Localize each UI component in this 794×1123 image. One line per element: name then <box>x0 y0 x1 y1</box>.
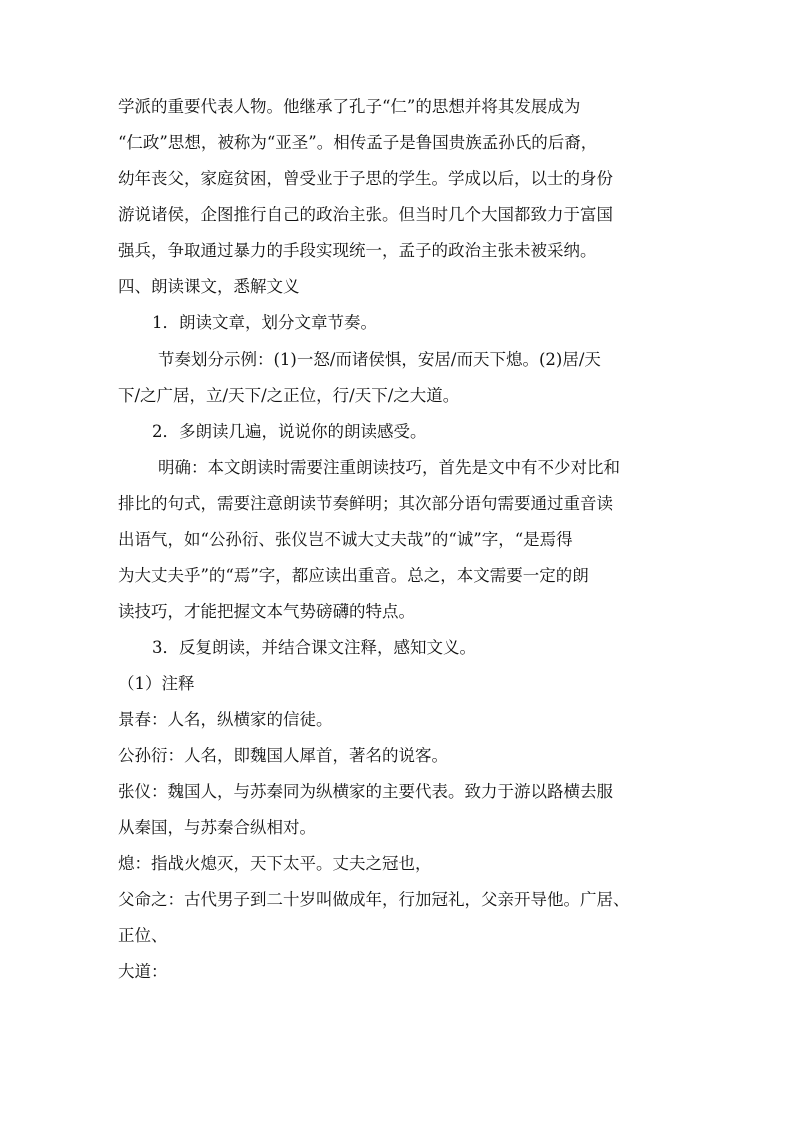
body-text-line: 强兵，争取通过暴力的手段实现统一，孟子的政治主张未被采纳。 <box>118 241 597 260</box>
body-text-line: 学派的重要代表人物。他继承了孔子“仁”的思想并将其发展成为 <box>118 97 581 116</box>
body-text-line: 明确：本文朗读时需要注重朗读技巧，首先是文中有不少对比和 <box>158 458 620 477</box>
body-text-line: 为大丈夫乎”的“焉”字，都应读出重音。总之，本文需要一定的朗 <box>118 566 589 585</box>
annotation-line: 公孙衍：人名，即魏国人犀首，著名的说客。 <box>118 746 448 765</box>
annotation-line: 父命之：古代男子到二十岁叫做成年，行加冠礼，父亲开导他。广居、 <box>118 890 630 909</box>
body-text-line: 节奏划分示例：(1)一怒/而诸侯惧，安居/而天下熄。(2)居/天 <box>158 350 601 369</box>
numbered-item: 3．反复朗读，并结合课文注释，感知文义。 <box>152 638 476 657</box>
body-text-line: 幼年丧父，家庭贫困，曾受业于子思的学生。学成以后，以士的身份 <box>118 169 613 188</box>
annotation-line: 景春：人名，纵横家的信徒。 <box>118 710 333 729</box>
body-text-line: 出语气，如“公孙衍、张仪岂不诚大丈夫哉”的“诚”字，“是焉得 <box>118 530 573 549</box>
body-text-line: 排比的句式，需要注意朗读节奏鲜明；其次部分语句需要通过重音读 <box>118 494 613 513</box>
body-text-line: 游说诸侯，企图推行自己的政治主张。但当时几个大国都致力于富国 <box>118 205 613 224</box>
body-text-line: “仁政”思想，被称为“亚圣”。相传孟子是鲁国贵族孟孙氏的后裔， <box>118 133 598 152</box>
section-heading: 四、朗读课文，悉解文义 <box>118 277 300 296</box>
subsection-heading: （1）注释 <box>118 674 195 693</box>
numbered-item: 2．多朗读几遍，说说你的朗读感受。 <box>152 422 427 441</box>
annotation-line: 大道： <box>118 962 168 981</box>
annotation-line: 熄：指战火熄灭，天下太平。丈夫之冠也， <box>118 854 432 873</box>
annotation-line: 正位、 <box>118 926 168 945</box>
body-text-line: 读技巧，才能把握文本气势磅礴的特点。 <box>118 602 415 621</box>
body-text-line: 下/之广居，立/天下/之正位，行/天下/之大道。 <box>118 386 460 405</box>
annotation-line: 从秦国，与苏秦合纵相对。 <box>118 818 316 837</box>
annotation-line: 张仪：魏国人，与苏秦同为纵横家的主要代表。致力于游以路横去服 <box>118 782 613 801</box>
numbered-item: 1．朗读文章，划分文章节奏。 <box>152 313 377 332</box>
